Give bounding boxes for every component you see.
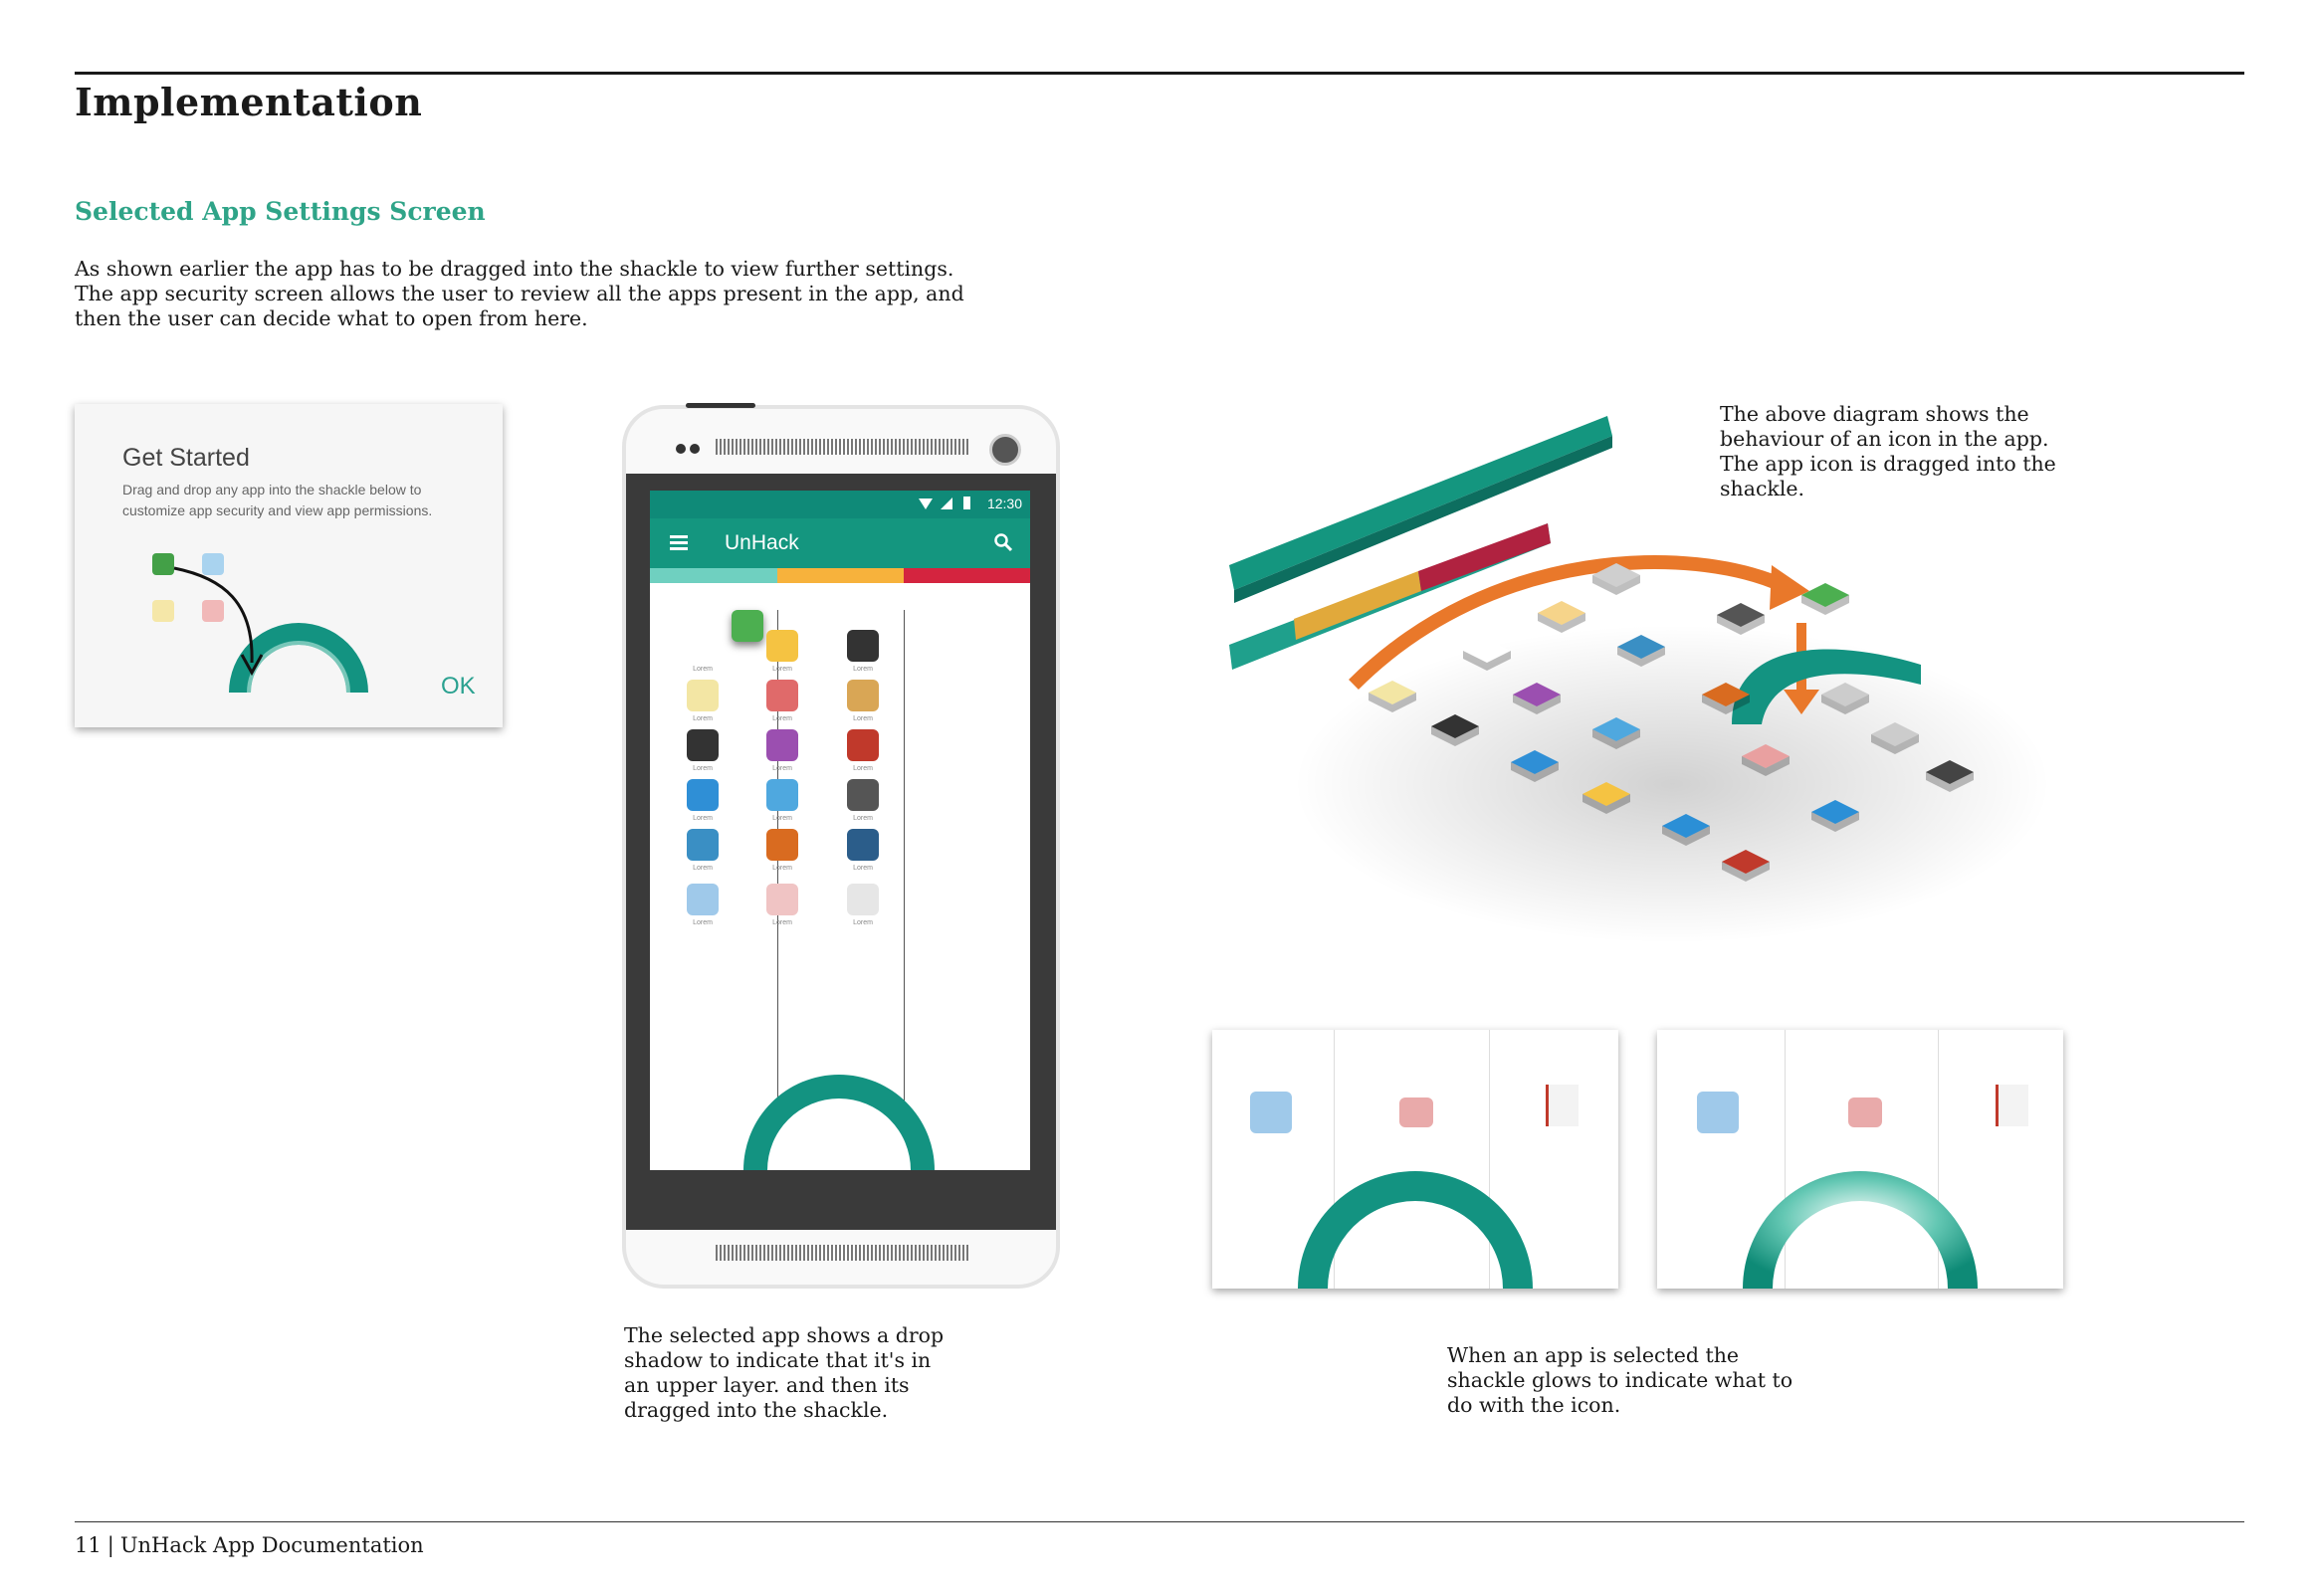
checklist-icon xyxy=(1546,1085,1579,1126)
maps-icon[interactable] xyxy=(847,729,879,761)
app-label: Lorem xyxy=(693,815,713,822)
section-title: Selected App Settings Screen xyxy=(75,197,486,226)
app-label: Lorem xyxy=(853,765,873,772)
shackle-normal xyxy=(1296,1169,1535,1289)
clock-icon[interactable] xyxy=(766,630,798,662)
email-icon[interactable] xyxy=(766,779,798,811)
app-label: Lorem xyxy=(853,666,873,673)
wallet-icon[interactable] xyxy=(766,884,798,915)
footer-rule xyxy=(75,1521,2244,1522)
app-label: Lorem xyxy=(772,765,792,772)
shackle-glow-thumbnail xyxy=(1657,1030,2063,1289)
search-icon[interactable] xyxy=(993,532,1013,552)
shackle-normal-thumbnail xyxy=(1212,1030,1618,1289)
page-title: Implementation xyxy=(75,80,423,124)
footer-separator: | xyxy=(106,1533,114,1557)
ok-button[interactable]: OK xyxy=(441,673,476,699)
app-title: UnHack xyxy=(725,531,799,554)
wallet-icon xyxy=(1848,1097,1882,1127)
status-time: 12:30 xyxy=(986,496,1022,511)
card-body: Drag and drop any app into the shackle below to customize app security and view app permissions. xyxy=(122,482,433,518)
app-label: Lorem xyxy=(772,666,792,673)
app-bar xyxy=(650,518,1030,568)
category-bar-teal xyxy=(650,568,777,583)
app-label: Lorem xyxy=(693,666,713,673)
intro-paragraph: As shown earlier the app has to be dragged into the shackle to view further settings. The app security screen allows the user to review all the apps present in the app, and then the user can decide what to open from here. xyxy=(75,257,964,330)
health-icon[interactable] xyxy=(687,884,719,915)
battery-icon xyxy=(963,497,970,509)
menu-icon[interactable] xyxy=(670,535,688,538)
page-number: 11 xyxy=(75,1533,102,1557)
column-divider-right xyxy=(904,610,905,1127)
footer xyxy=(75,1533,424,1557)
music-icon[interactable] xyxy=(766,829,798,861)
app-label: Lorem xyxy=(853,865,873,872)
shackle-target xyxy=(739,1053,939,1170)
category-bar-red xyxy=(904,568,1030,583)
wifi-icon xyxy=(919,499,933,509)
checklist-icon[interactable] xyxy=(847,884,879,915)
category-bar-orange xyxy=(777,568,904,583)
drive-icon[interactable] xyxy=(847,829,879,861)
calendar-icon[interactable] xyxy=(766,680,798,711)
top-rule xyxy=(75,72,2244,75)
checklist-icon xyxy=(1996,1085,2028,1126)
front-camera-icon xyxy=(989,434,1021,466)
dialer-icon[interactable] xyxy=(732,610,763,642)
signal-icon xyxy=(941,498,952,509)
music-player-icon[interactable] xyxy=(847,779,879,811)
glow-caption: When an app is selected the shackle glows to indicate what to do with the icon. xyxy=(1447,1343,1793,1417)
app-label: Lorem xyxy=(772,715,792,722)
footer-doc-title: UnHack App Documentation xyxy=(119,1533,424,1557)
get-started-card xyxy=(75,404,503,727)
app-label: Lorem xyxy=(772,815,792,822)
health-icon xyxy=(1697,1092,1739,1133)
health-icon xyxy=(1250,1092,1292,1133)
camera-icon[interactable] xyxy=(687,729,719,761)
status-bar xyxy=(650,491,1030,518)
app-label: Lorem xyxy=(693,919,713,926)
books-icon[interactable] xyxy=(847,680,879,711)
app-label: Lorem xyxy=(772,865,792,872)
phone-top-edge xyxy=(686,403,755,408)
phone-caption: The selected app shows a drop shadow to indicate that it's in an upper layer. and then its dragged into the shackle. xyxy=(624,1323,945,1422)
speaker-grille-top xyxy=(716,439,969,455)
app-label: Lorem xyxy=(693,715,713,722)
app-label: Lorem xyxy=(693,865,713,872)
photos-icon[interactable] xyxy=(766,729,798,761)
notes-icon[interactable] xyxy=(687,680,719,711)
messages-icon[interactable] xyxy=(687,779,719,811)
diagram-caption: The above diagram shows the behaviour of an icon in the app. The app icon is dragged into the shackle. xyxy=(1720,402,2056,500)
shackle-glowing xyxy=(1741,1169,1980,1289)
wallet-icon xyxy=(1399,1097,1433,1127)
video-icon[interactable] xyxy=(847,630,879,662)
drag-arrow-icon xyxy=(164,563,274,683)
app-label: Lorem xyxy=(772,919,792,926)
weather-icon[interactable] xyxy=(687,829,719,861)
app-label: Lorem xyxy=(853,919,873,926)
app-label: Lorem xyxy=(853,715,873,722)
phone-screen xyxy=(650,491,1030,1170)
app-label: Lorem xyxy=(693,765,713,772)
app-label: Lorem xyxy=(853,815,873,822)
speaker-grille-bottom xyxy=(716,1245,969,1261)
sensor-dots xyxy=(676,444,686,454)
card-title: Get Started xyxy=(122,444,250,472)
